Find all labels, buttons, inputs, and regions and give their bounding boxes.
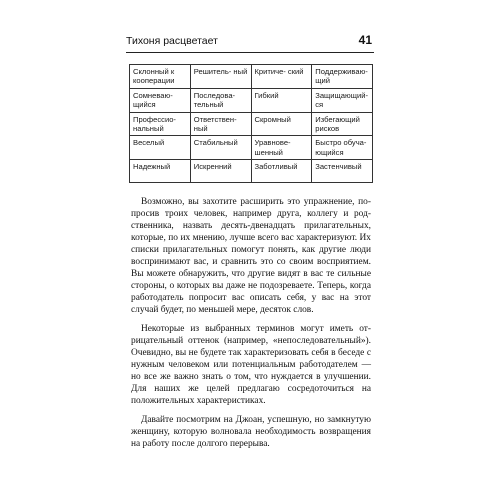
table-cell: Последова- тельный	[190, 88, 251, 112]
table-cell: Заботливый	[251, 160, 312, 183]
paragraph: Некоторые из выбранных терминов могут иметь отрицательный оттенок (например, «непоследовательный»). Очевидно, вы не будете так характеризовать себя в беседе с нужным человеком или потенциальным работодателем — но все же важно знать о том, что нуждается в улучшении. Для наших же целей предлагаю сосредоточиться на положительных характеристиках.	[131, 324, 371, 406]
table-row	[130, 65, 373, 89]
running-title: Тихоня расцветает	[126, 35, 218, 47]
table-cell: Быстро обуча- ющийся	[312, 136, 373, 160]
table-cell: Решитель- ный	[190, 65, 251, 89]
table-row	[130, 112, 373, 136]
table-cell: Защищающий- ся	[312, 88, 373, 112]
table-row	[130, 88, 373, 112]
paragraph: Давайте посмотрим на Джоан, успешную, но замкнутую женщину, которую волновала необходимость возвращения на работу после долгого перерыва.	[131, 415, 371, 449]
table-cell: Гибкий	[251, 88, 312, 112]
table-cell: Искренний	[190, 160, 251, 183]
body-text	[131, 196, 371, 457]
paragraph: Возможно, вы захотите расширить это упражнение, попросив троих человек, например друга, коллегу и родственника, назвать десять-двенадцать прилагательных, которые, по их мнению, лучше всего вас характеризуют. Их списки прилагательных помогут понять, как другие люди воспринимают вас, и сравнить это со своим восприятием. Вы можете обнаружить, что другие видят в вас те сильные стороны, о которых вы даже не подозреваете. Теперь, когда работодатель попросит вас описать себя, у вас на этот случай будет, по меньшей мере, десяток слов.	[131, 197, 371, 315]
table-cell: Веселый	[130, 136, 191, 160]
table-row	[130, 160, 373, 183]
table-cell: Избегающий рисков	[312, 112, 373, 136]
table-cell: Склонный к кооперации	[130, 65, 191, 89]
table-cell: Стабильный	[190, 136, 251, 160]
table-cell: Надежный	[130, 160, 191, 183]
table-cell: Уравнове- шенный	[251, 136, 312, 160]
table-cell: Скромный	[251, 112, 312, 136]
table-cell: Критиче- ский	[251, 65, 312, 89]
table-cell: Ответствен- ный	[190, 112, 251, 136]
table-cell: Поддерживаю- щий	[312, 65, 373, 89]
table-row	[130, 136, 373, 160]
running-header	[126, 32, 374, 53]
table-cell: Профессио- нальный	[130, 112, 191, 136]
table-cell: Сомневаю- щийся	[130, 88, 191, 112]
adjectives-table	[129, 64, 373, 183]
page-number: 41	[358, 33, 372, 47]
table-cell: Застенчивый	[312, 160, 373, 183]
